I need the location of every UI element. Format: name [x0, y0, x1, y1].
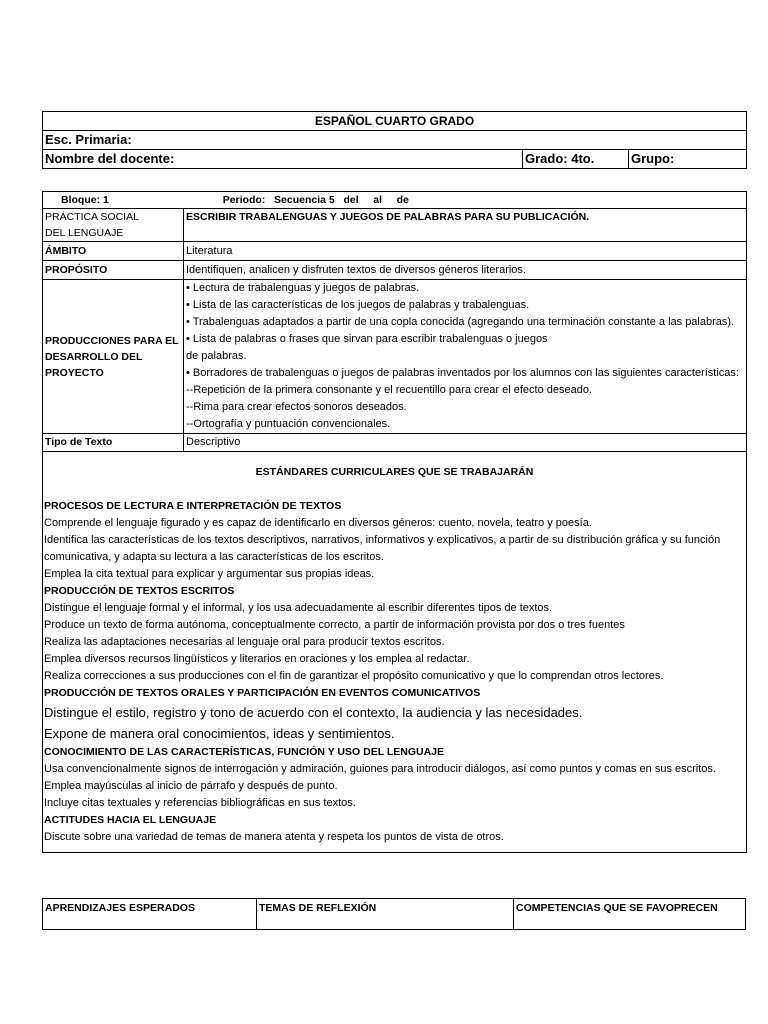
- ambito-label: ÁMBITO: [43, 242, 184, 261]
- tipo-texto-value: Descriptivo: [184, 434, 747, 452]
- tipo-texto-label: Tipo de Texto: [43, 434, 184, 452]
- practica-label-cell: [43, 209, 184, 242]
- producciones-item: • Lista de palabras o frases que sirvan para escribir trabalenguas o juegos: [186, 333, 548, 345]
- standard-item: Discute sobre una variedad de temas de manera atenta y respeta los puntos de vista de otros.: [44, 831, 504, 843]
- practica-value: ESCRIBIR TRABALENGUAS Y JUEGOS DE PALABRAS PARA SU PUBLICACIÓN.: [184, 209, 747, 242]
- bloque-row: [43, 192, 747, 209]
- standard-item: Identifica las características de los textos descriptivos, narrativos, informativos y explicativos, a partir de su distribución gráfica y su función comunicativa, y adapta su lectura a las características de los escritos.: [44, 534, 721, 563]
- producciones-item: • Lista de las características de los juegos de palabras y trabalenguas.: [186, 299, 530, 311]
- section-title-actitudes: ACTITUDES HACIA EL LENGUAJE: [44, 814, 217, 826]
- producciones-label-3: PROYECTO: [45, 366, 104, 379]
- standard-item: Realiza las adaptaciones necesarias al lenguaje oral para producir textos escritos.: [44, 636, 445, 648]
- practica-label-2: DEL LENGUAJE: [45, 227, 124, 239]
- producciones-label-1: PRODUCCIONES PARA EL: [45, 334, 179, 347]
- section-title-escritos: PRODUCCIÓN DE TEXTOS ESCRITOS: [44, 585, 235, 597]
- bloque-label: Bloque: 1: [61, 194, 109, 206]
- competencias-header: COMPETENCIAS QUE SE FAVOPRECEN: [516, 902, 718, 914]
- standard-item: Realiza correcciones a sus producciones con el fin de garantizar el propósito comunicativo y que lo comprendan otros lectores.: [44, 670, 664, 682]
- standard-item: Distingue el estilo, registro y tono de acuerdo con el contexto, la audiencia y las necesidades.: [44, 705, 583, 720]
- aprendizajes-header: APRENDIZAJES ESPERADOS: [43, 899, 257, 929]
- standard-item: Comprende el lenguaje figurado y es capaz de identificarlo en diversos géneros: cuento, novela, teatro y poesía.: [44, 517, 592, 529]
- standard-item: Emplea mayúsculas al inicio de párrafo y después de punto.: [44, 780, 338, 792]
- footer-header-row: [42, 898, 746, 930]
- header-table: [42, 111, 747, 169]
- escuela-label: Esc. Primaria:: [43, 131, 747, 150]
- producciones-item: • Lectura de trabalenguas y juegos de palabras.: [186, 282, 420, 294]
- producciones-item: de palabras.: [186, 350, 247, 362]
- estandares-title: ESTÁNDARES CURRICULARES QUE SE TRABAJARÁN: [255, 466, 534, 478]
- temas-header: TEMAS DE REFLEXIÓN: [257, 899, 514, 929]
- proposito-value: Identifiquen, analicen y disfruten textos de diversos géneros literarios.: [184, 261, 747, 280]
- proposito-label: PROPÓSITO: [43, 261, 184, 280]
- standard-item: Incluye citas textuales y referencias bibliográficas en sus textos.: [44, 797, 356, 809]
- standard-item: Distingue el lenguaje formal y el informal, y los usa adecuadamente al escribir diferentes tipos de textos.: [44, 602, 553, 614]
- document-title: ESPAÑOL CUARTO GRADO: [43, 112, 747, 131]
- ambito-value: Literatura: [184, 242, 747, 261]
- producciones-list: [184, 280, 747, 434]
- grupo-label: Grupo:: [629, 150, 747, 169]
- producciones-item: • Trabalenguas adaptados a partir de una copla conocida (agregando una terminación constante a las palabras).: [186, 316, 735, 328]
- section-title-conocimiento: CONOCIMIENTO DE LAS CARACTERÍSTICAS, FUNCIÓN Y USO DEL LENGUAJE: [44, 746, 445, 758]
- producciones-item: • Borradores de trabalenguas o juegos de palabras inventados por los alumnos con las siguientes características:: [186, 367, 739, 379]
- grado-label: Grado: 4to.: [523, 150, 629, 169]
- estandares-cell: [43, 452, 747, 853]
- producciones-label-2: DESARROLLO DEL: [45, 350, 143, 363]
- section-title-lectura: PROCESOS DE LECTURA E INTERPRETACIÓN DE TEXTOS: [44, 500, 342, 512]
- docente-label: Nombre del docente:: [43, 150, 523, 169]
- standard-item: Expone de manera oral conocimientos, ideas y sentimientos.: [44, 726, 395, 741]
- periodo-label: Periodo: Secuencia 5 del al de: [222, 194, 409, 206]
- producciones-item: --Ortografía y puntuación convencionales.: [186, 418, 391, 430]
- standard-item: Emplea la cita textual para explicar y argumentar sus propias ideas.: [44, 568, 375, 580]
- producciones-item: --Rima para crear efectos sonoros deseados.: [186, 401, 407, 413]
- planning-table: [42, 191, 747, 853]
- producciones-item: --Repetición de la primera consonante y el recuentillo para crear el efecto deseado.: [186, 384, 593, 396]
- standard-item: Usa convencionalmente signos de interrogación y admiración, guiones para introducir diálogos, así como puntos y comas en sus escritos.: [44, 763, 716, 775]
- producciones-label-cell: [43, 280, 184, 434]
- practica-label-1: PRÁCTICA SOCIAL: [45, 211, 139, 223]
- standard-item: Emplea diversos recursos lingüísticos y literarios en oraciones y los emplea al redactar.: [44, 653, 470, 665]
- standard-item: Produce un texto de forma autónoma, conceptualmente correcto, a partir de información provista por dos o tres fuentes: [44, 619, 625, 631]
- section-title-orales: PRODUCCIÓN DE TEXTOS ORALES Y PARTICIPACIÓN EN EVENTOS COMUNICATIVOS: [44, 687, 481, 699]
